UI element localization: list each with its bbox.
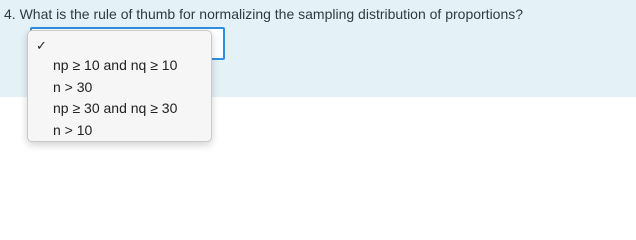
- dropdown-option-np-nq-10[interactable]: np ≥ 10 and nq ≥ 10: [53, 57, 178, 73]
- checkmark-icon: ✓: [36, 38, 47, 53]
- dropdown-option-n-30[interactable]: n > 30: [53, 79, 93, 95]
- question-text: 4. What is the rule of thumb for normalizing the sampling distribution of proportions?: [4, 6, 524, 22]
- dropdown-option-np-nq-30[interactable]: np ≥ 30 and nq ≥ 30: [53, 100, 178, 116]
- dropdown-option-n-10[interactable]: n > 10: [53, 122, 93, 138]
- dropdown-menu: [27, 30, 212, 142]
- dropdown-option-blank[interactable]: [28, 33, 211, 51]
